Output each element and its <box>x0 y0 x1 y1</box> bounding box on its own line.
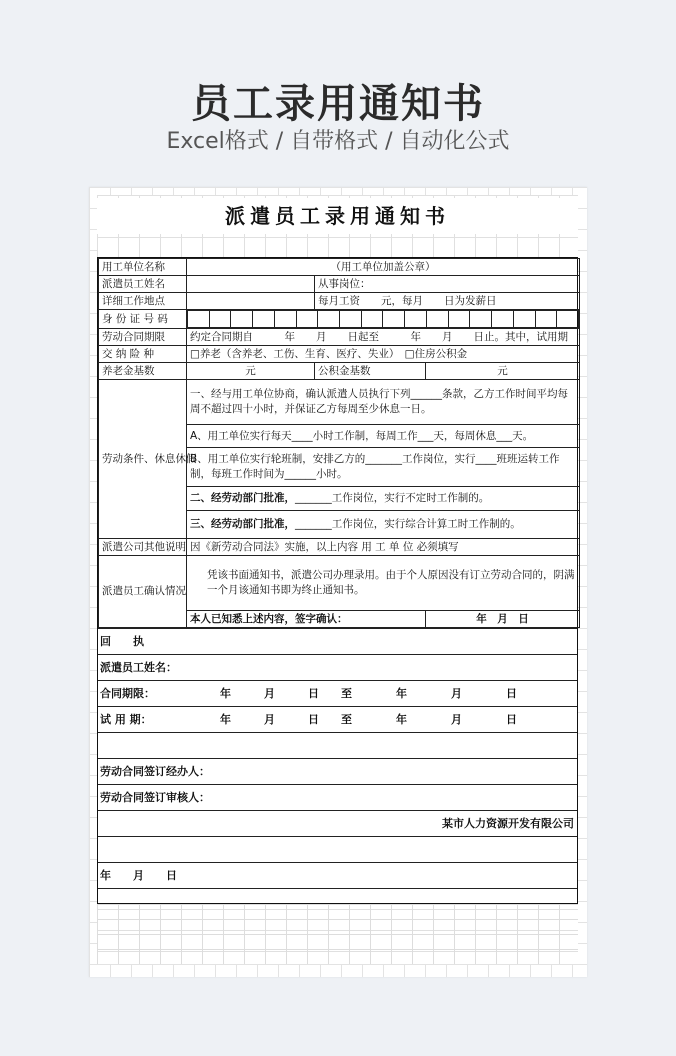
term-text[interactable]: 约定合同期自 年 月 日起至 年 月 日止。其中，试用期 <box>187 329 580 346</box>
receipt-reviewer-label[interactable]: 劳动合同签订审核人： <box>98 785 577 811</box>
condition-3-prefix: 三、经劳动部门批准， <box>190 518 295 530</box>
wage-text[interactable]: 每月工资 元，每月 日为发薪日 <box>315 293 580 310</box>
name-label: 派遣员工姓名 <box>99 276 187 293</box>
pension-label: 养老金基数 <box>99 363 187 380</box>
id-digit[interactable] <box>209 311 231 328</box>
id-digit[interactable] <box>470 311 492 328</box>
fund-label: 公积金基数 <box>315 363 426 380</box>
location-label: 详细工作地点 <box>99 293 187 310</box>
employer-label: 用工单位名称 <box>99 259 187 276</box>
id-digit[interactable] <box>448 311 470 328</box>
document-title: 派遣员工录用通知书 <box>97 198 578 234</box>
receipt-title: 回 执 <box>98 629 577 655</box>
condition-3-text: _______工作岗位，实行综合计算工时工作制的。 <box>295 518 521 530</box>
receipt-date[interactable]: 年 月 日 <box>98 863 577 889</box>
id-digit[interactable] <box>318 311 340 328</box>
receipt-contract-row[interactable] <box>98 681 577 707</box>
term-label: 劳动合同期限 <box>99 329 187 346</box>
condition-b[interactable]: B、用工单位实行轮班制，安排乙方的_______工作岗位，实行____班班运转工作制，每班工作时间为______小时。 <box>187 448 580 487</box>
fund-unit[interactable]: 元 <box>426 363 580 380</box>
id-digit[interactable] <box>274 311 296 328</box>
location-cell[interactable] <box>187 293 315 310</box>
condition-3[interactable] <box>187 511 580 539</box>
insurance-options[interactable]: □养老（含养老、工伤、生育、医疗、失业） □住房公积金 <box>187 346 580 363</box>
id-digit[interactable] <box>513 311 535 328</box>
id-label: 身 份 证 号 码 <box>99 310 187 329</box>
id-digit[interactable] <box>405 311 427 328</box>
pension-unit[interactable]: 元 <box>187 363 315 380</box>
confirm-text: 凭该书面通知书，派遣公司办理录用。由于个人原因没有订立劳动合同的，阴满一个月该通知书即为终止通知书。 <box>187 556 580 611</box>
id-digit[interactable] <box>426 311 448 328</box>
employer-note[interactable]: （用工单位加盖公章） <box>187 259 580 276</box>
spreadsheet-empty-rows <box>97 904 578 964</box>
id-digit[interactable] <box>340 311 362 328</box>
receipt-probation-label: 试 用 期： <box>100 713 152 726</box>
confirm-label: 派遣员工确认情况 <box>99 556 187 628</box>
receipt-blank-row <box>98 733 577 759</box>
sign-date[interactable]: 年 月 日 <box>426 611 580 628</box>
name-cell[interactable] <box>187 276 315 293</box>
id-digit[interactable] <box>492 311 514 328</box>
receipt-probation-dates: 年 月 日 至 年 月 日 <box>220 713 517 726</box>
page-title: 员工录用通知书 <box>191 81 485 127</box>
receipt-contract-label: 合同期限： <box>100 687 155 700</box>
id-digit[interactable] <box>535 311 557 328</box>
page-subtitle: Excel格式 / 自带格式 / 自动化公式 <box>166 129 510 154</box>
other-label: 派遣公司其他说明 <box>99 539 187 556</box>
id-digit[interactable] <box>383 311 405 328</box>
receipt-handler-label[interactable]: 劳动合同签订经办人： <box>98 759 577 785</box>
condition-a[interactable]: A、用工单位实行每天____小时工作制，每周工作___天，每周休息___天。 <box>187 425 580 448</box>
notice-form <box>97 257 578 904</box>
id-digit[interactable] <box>253 311 275 328</box>
receipt-table <box>98 628 577 889</box>
receipt-probation-row[interactable] <box>98 707 577 733</box>
id-digit[interactable] <box>188 311 210 328</box>
conditions-label: 劳动条件、休息休假 <box>99 380 187 539</box>
receipt-name-label[interactable]: 派遣员工姓名： <box>98 655 577 681</box>
id-digit[interactable] <box>361 311 383 328</box>
receipt-contract-dates: 年 月 日 至 年 月 日 <box>220 687 517 700</box>
id-digit[interactable] <box>557 311 579 328</box>
receipt-company: 某市人力资源开发有限公司 <box>98 811 577 837</box>
condition-1[interactable]: 一、经与用工单位协商，确认派遣人员执行下列______条款，乙方工作时间平均每周不超过四十小时，并保证乙方每周至少休息一日。 <box>187 380 580 425</box>
condition-2-prefix: 二、经劳动部门批准， <box>190 492 295 504</box>
notice-table <box>98 258 580 628</box>
condition-2[interactable] <box>187 487 580 511</box>
condition-2-text: _______工作岗位，实行不定时工作制的。 <box>295 492 490 504</box>
position-label[interactable]: 从事岗位： <box>315 276 580 293</box>
insurance-label: 交 纳 险 种 <box>99 346 187 363</box>
id-number-cells[interactable] <box>187 310 580 329</box>
receipt-blank-row <box>98 837 577 863</box>
sign-text[interactable]: 本人已知悉上述内容，签字确认： <box>187 611 426 628</box>
other-text[interactable]: 因《新劳动合同法》实施，以上内容 用 工 单 位 必须填写 <box>187 539 580 556</box>
id-digit[interactable] <box>231 311 253 328</box>
id-digit[interactable] <box>296 311 318 328</box>
